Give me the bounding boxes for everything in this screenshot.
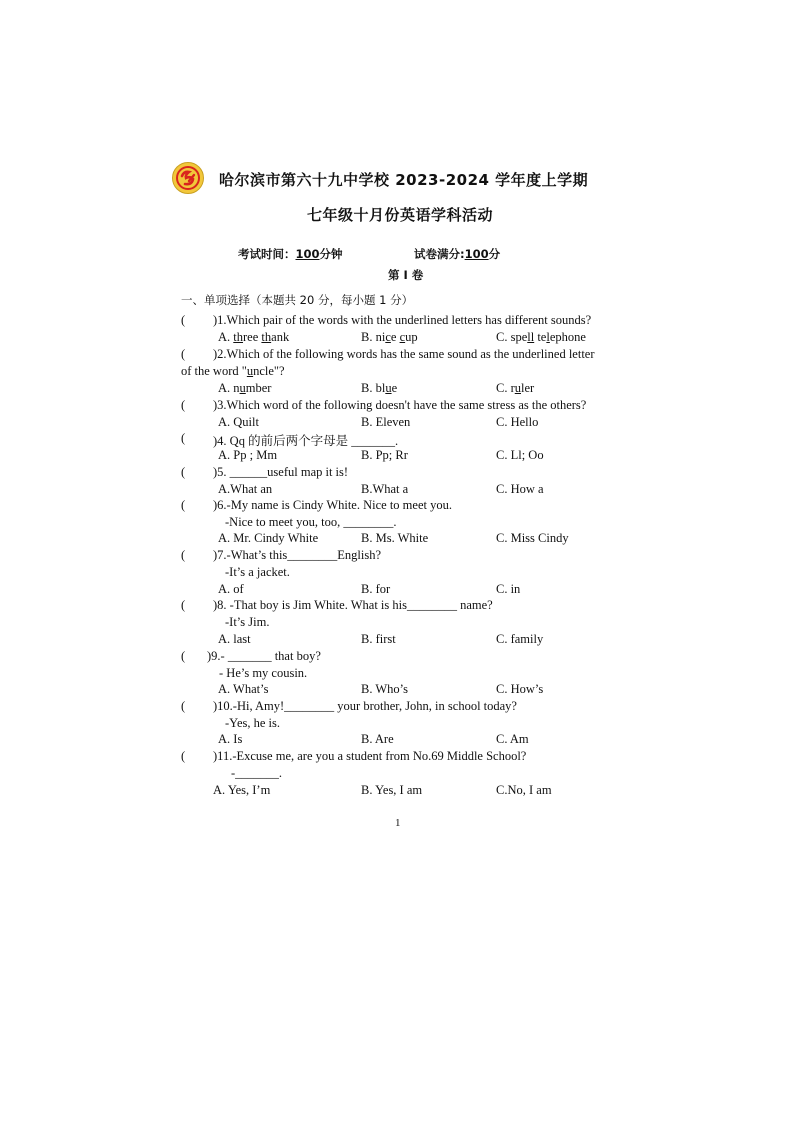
question-11-paren-open: ( <box>181 749 186 763</box>
question-3-option-c: C. Hello <box>496 415 539 429</box>
question-11-option-b: B. Yes, I am <box>361 783 423 797</box>
question-9-line2: - He’s my cousin. <box>219 666 308 680</box>
question-2-stem: )2.Which of the following words has the same sound as the underlined letter <box>213 347 595 361</box>
question-4-paren-open: ( <box>181 431 186 445</box>
question-9-paren-open: ( <box>181 649 186 663</box>
question-6-option-a: A. Mr. Cindy White <box>218 531 319 545</box>
question-6-paren-open: ( <box>181 498 186 512</box>
time-value: 100 <box>295 247 320 261</box>
question-2-option-c: C. ruler <box>496 381 535 395</box>
section-heading: 一、单项选择（本题共 20 分，每小题 1 分） <box>181 293 414 307</box>
score-label: 试卷满分: <box>414 247 465 261</box>
question-10-paren-open: ( <box>181 699 186 713</box>
question-1-option-c: C. spell telephone <box>496 330 586 344</box>
question-5-option-b: B.What a <box>361 482 409 496</box>
exam-time <box>238 246 343 262</box>
question-4-option-a: A. Pp ; Mm <box>218 448 278 462</box>
question-3-option-a: A. Quilt <box>218 415 259 429</box>
question-6-stem: )6.-My name is Cindy White. Nice to meet you. <box>213 498 452 512</box>
question-9-stem: )9.- _______ that boy? <box>207 649 321 663</box>
question-11-option-c: C.No, I am <box>496 783 552 797</box>
question-1-stem: )1.Which pair of the words with the underlined letters has different sounds? <box>213 313 592 327</box>
question-4-option-c: C. Ll; Oo <box>496 448 544 462</box>
question-10-option-c: C. Am <box>496 732 529 746</box>
time-unit: 分钟 <box>319 247 343 261</box>
question-5-option-c: C. How a <box>496 482 544 496</box>
question-5-option-a: A.What an <box>218 482 273 496</box>
question-6-option-b: B. Ms. White <box>361 531 429 545</box>
question-7-option-a: A. of <box>218 582 244 596</box>
question-7-stem: )7.-What’s this________English? <box>213 548 382 562</box>
question-8-option-b: B. first <box>361 632 396 646</box>
question-6-line2: -Nice to meet you, too, ________. <box>225 515 397 529</box>
score-unit: 分 <box>488 247 501 261</box>
question-7-option-b: B. for <box>361 582 391 596</box>
question-5-stem: )5. ______useful map it is! <box>213 465 349 479</box>
question-8-line2: -It’s Jim. <box>225 615 270 629</box>
volume-label: 第 I 卷 <box>388 268 424 282</box>
question-10-stem: )10.-Hi, Amy!________ your brother, John, in school today? <box>213 699 517 713</box>
question-1-option-b: B. nice cup <box>361 330 418 344</box>
question-11-option-a: A. Yes, I’m <box>213 783 271 797</box>
question-8-option-c: C. family <box>496 632 544 646</box>
score-value: 100 <box>464 247 489 261</box>
exam-title: 哈尔滨市第六十九中学校 2023-2024 学年度上学期 <box>219 171 589 189</box>
exam-subtitle: 七年级十月份英语学科活动 <box>307 206 494 224</box>
question-11-line2: -_______. <box>231 766 283 780</box>
exam-score <box>414 246 500 262</box>
question-2-stem-line2: of the word "uncle"? <box>181 364 285 378</box>
question-10-line2: -Yes, he is. <box>225 716 280 730</box>
question-8-stem: )8. -That boy is Jim White. What is his________ name? <box>213 598 493 612</box>
school-emblem-icon <box>173 163 203 193</box>
answer-blank: ______ <box>229 465 268 479</box>
question-10-option-a: A. Is <box>218 732 243 746</box>
question-9-option-c: C. How’s <box>496 682 544 696</box>
question-4-option-b: B. Pp; Rr <box>361 448 408 462</box>
page-number: 1 <box>395 817 401 829</box>
question-10-option-b: B. Are <box>361 732 394 746</box>
question-3-paren-open: ( <box>181 398 186 412</box>
question-9-option-b: B. Who’s <box>361 682 408 696</box>
question-1-paren-open: ( <box>181 313 186 327</box>
question-7-option-c: C. in <box>496 582 521 596</box>
question-11-stem: )11.-Excuse me, are you a student from No.69 Middle School? <box>213 749 527 763</box>
question-9-option-a: A. What’s <box>218 682 269 696</box>
question-2-option-a: A. number <box>218 381 272 395</box>
question-3-stem: )3.Which word of the following doesn't have the same stress as the others? <box>213 398 587 412</box>
question-2-option-b: B. blue <box>361 381 398 395</box>
question-5-paren-open: ( <box>181 465 186 479</box>
question-3-option-b: B. Eleven <box>361 415 411 429</box>
question-4-stem: )4. Qq 的前后两个字母是 _______. <box>213 434 399 448</box>
question-2-paren-open: ( <box>181 347 186 361</box>
question-6-option-c: C. Miss Cindy <box>496 531 569 545</box>
question-8-paren-open: ( <box>181 598 186 612</box>
question-7-line2: -It’s a jacket. <box>225 565 290 579</box>
question-7-paren-open: ( <box>181 548 186 562</box>
school-logo <box>172 162 204 194</box>
question-8-option-a: A. last <box>218 632 251 646</box>
question-1-option-a: A. three thank <box>218 330 290 344</box>
time-label: 考试时间： <box>238 247 296 261</box>
